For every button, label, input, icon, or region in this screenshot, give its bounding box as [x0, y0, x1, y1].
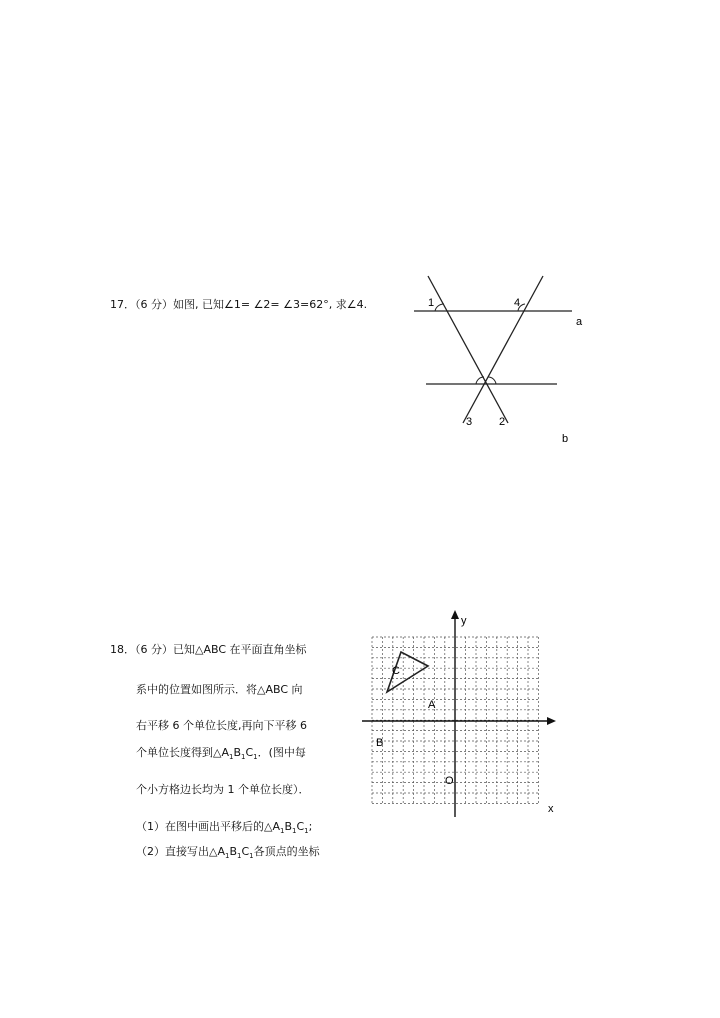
q18-sub2: （2）直接写出$\triangle A_1B_1C_1$各顶点的坐标 [136, 845, 320, 861]
x-axis-arrow [547, 717, 556, 725]
label-2: 2 [499, 416, 506, 428]
q18-number: 18． [110, 643, 135, 656]
axis-label-y: y [461, 615, 467, 627]
q17-number: 17． [110, 298, 135, 311]
origin-label: O [445, 775, 454, 787]
q18-score: （6 分） [135, 643, 173, 656]
label-a: a [576, 316, 583, 328]
axis-label-x: x [548, 803, 554, 815]
vertex-label-a: A [428, 699, 436, 711]
q17-score: （6 分） [135, 298, 173, 311]
label-4: 4 [514, 297, 521, 309]
label-3: 3 [466, 416, 473, 428]
q18-sub1: （1）在图中画出平移后的$\triangle A_1B_1C_1$; [136, 820, 313, 836]
q18-line3: 右平移 6 个单位长度,再向下平移 6 [136, 719, 307, 732]
vertex-label-c: C [392, 665, 400, 677]
q18-line5: 个小方格边长均为 1 个单位长度）． [136, 783, 310, 796]
label-b: b [562, 433, 569, 445]
vertex-label-b: B [376, 737, 384, 749]
q18-line2: 系中的位置如图所示．将△ABC 向 [136, 683, 303, 696]
q18-line4: 个单位长度得到$\triangle A_1B_1C_1$．(图中每 [136, 746, 306, 762]
y-axis-arrow [451, 610, 459, 619]
q18-line1: 已知△ABC 在平面直角坐标 [173, 643, 307, 656]
label-1: 1 [428, 297, 435, 309]
q17-text: 如图, 已知∠1= ∠2= ∠3=62°, 求∠4. [173, 298, 368, 311]
